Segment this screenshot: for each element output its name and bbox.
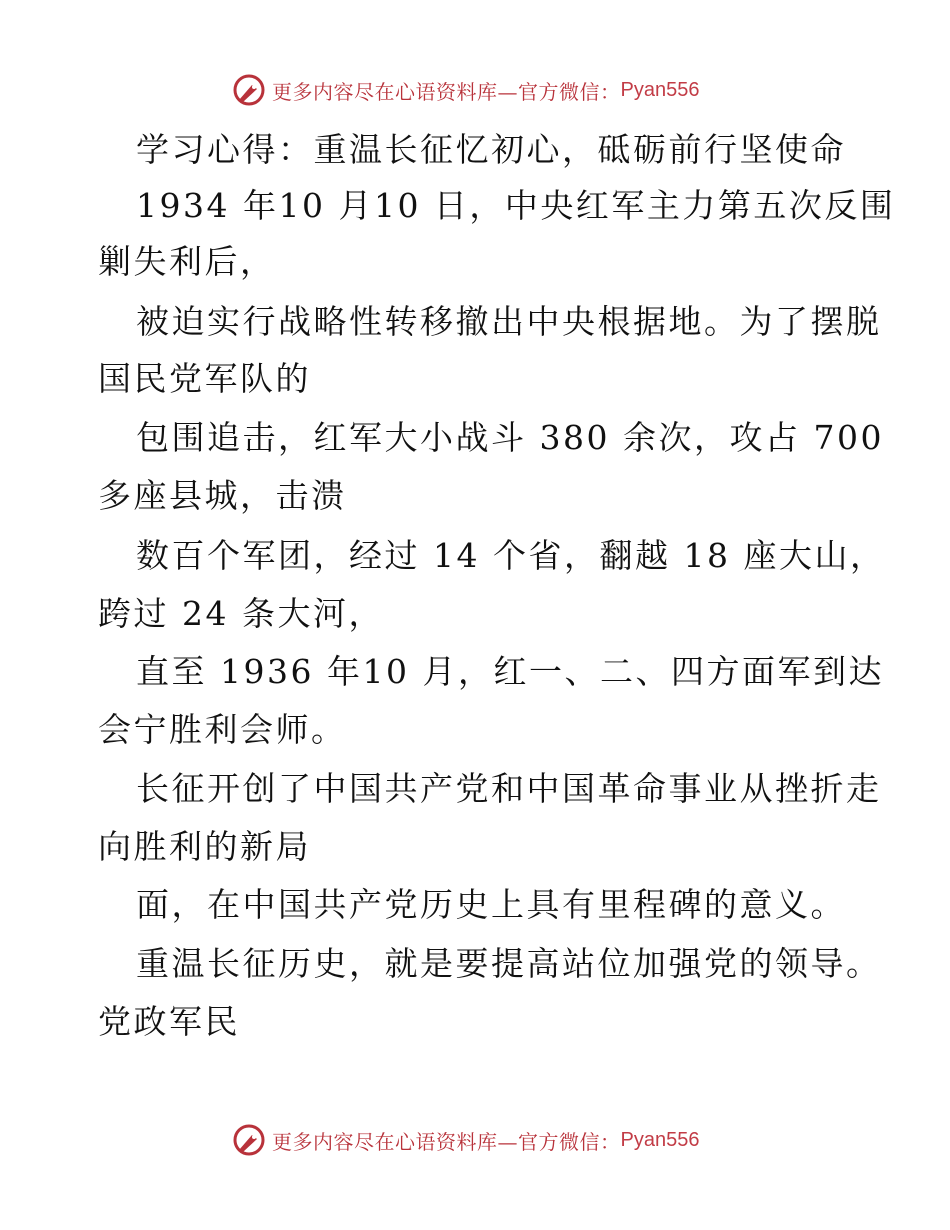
paragraph-line: 面，在中国共产党历史上具有里程碑的意义。 bbox=[136, 885, 846, 924]
paragraph-line: 多座县城，击溃 bbox=[98, 476, 347, 515]
pen-nib-logo bbox=[232, 1123, 266, 1157]
pen-nib-logo bbox=[232, 73, 266, 107]
paragraph-line: 长征开创了中国共产党和中国革命事业从挫折走 bbox=[136, 769, 882, 808]
paragraph-line: 国民党军队的 bbox=[98, 359, 311, 398]
paragraph-line: 党政军民 bbox=[98, 1002, 240, 1041]
paragraph-line: 重温长征历史，就是要提高站位加强党的领导。 bbox=[136, 944, 882, 983]
paragraph-line: 会宁胜利会师。 bbox=[98, 710, 347, 749]
paragraph-line: 向胜利的新局 bbox=[98, 827, 311, 866]
paragraph-line: 剿失利后， bbox=[98, 242, 276, 281]
paragraph-line: 被迫实行战略性转移撤出中央根据地。为了摆脱 bbox=[136, 302, 882, 341]
paragraph-line: 直至 1936 年10 月，红一、二、四方面军到达 bbox=[136, 652, 884, 691]
header-watermark bbox=[232, 70, 699, 110]
watermark-text: 更多内容尽在心语资料库—官方微信： bbox=[272, 1129, 621, 1154]
document-title: 学习心得：重温长征忆初心，砥砺前行坚使命 bbox=[136, 130, 846, 169]
watermark-wechat-id: Pyan556 bbox=[620, 78, 700, 101]
paragraph-line: 1934 年10 月10 日，中央红军主力第五次反围 bbox=[136, 186, 896, 225]
watermark-wechat-id: Pyan556 bbox=[620, 1128, 700, 1151]
paragraph-line: 包围追击，红军大小战斗 380 余次，攻占 700 bbox=[136, 418, 884, 457]
paragraph-line: 数百个军团，经过 14 个省，翻越 18 座大山， bbox=[136, 536, 886, 575]
watermark-text: 更多内容尽在心语资料库—官方微信： bbox=[272, 79, 621, 104]
paragraph-line: 跨过 24 条大河， bbox=[98, 594, 384, 633]
footer-watermark bbox=[232, 1120, 699, 1160]
